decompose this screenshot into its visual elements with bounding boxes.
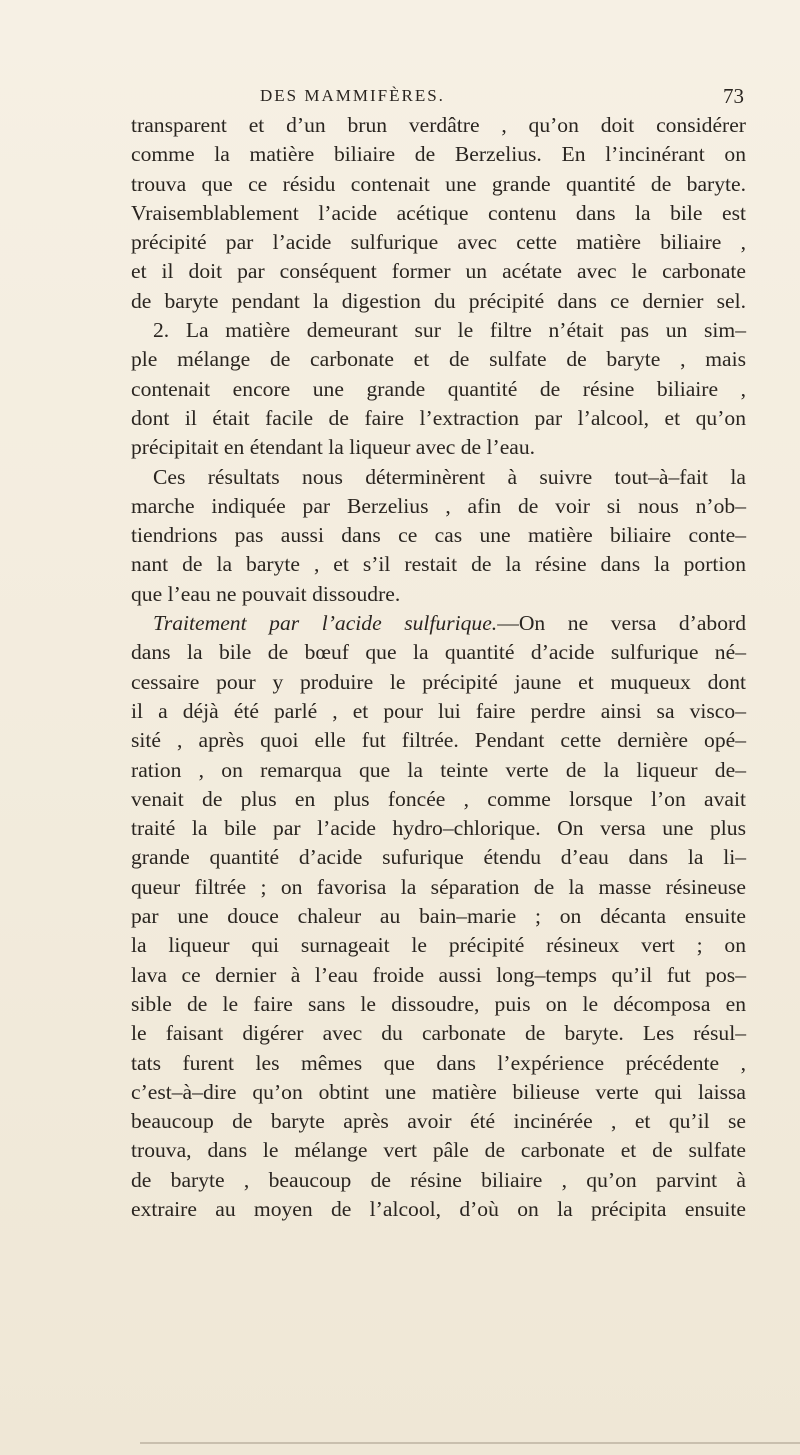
text-line: trouva que ce résidu contenait une grande quantité de baryte. [131, 171, 746, 196]
text-line: le faisant digérer avec du carbonate de baryte. Les résul– [131, 1021, 746, 1046]
text-line: Ces résultats nous déterminèrent à suivre tout–à–fait la [153, 464, 746, 489]
text-line: cessaire pour y produire le précipité jaune et muqueux dont [131, 669, 746, 694]
section-heading-line [131, 609, 746, 638]
text-line: trouva, dans le mélange vert pâle de carbonate et de sulfate [131, 1138, 746, 1163]
text-line: et il doit par conséquent former un acétate avec le carbonate [131, 259, 746, 284]
text-line: c’est–à–dire qu’on obtint une matière bilieuse verte qui laissa [131, 1079, 746, 1104]
text-line: de baryte pendant la digestion du précipité dans ce dernier sel. [131, 288, 746, 313]
text-line: marche indiquée par Berzelius , afin de voir si nous n’ob– [131, 493, 746, 518]
text-line: dans la bile de bœuf que la quantité d’acide sulfurique né– [131, 640, 746, 665]
text-line: ration , on remarqua que la teinte verte de la liqueur de– [131, 757, 746, 782]
text-line: sible de le faire sans le dissoudre, puis on le décomposa en [131, 991, 746, 1016]
text-line: transparent et d’un brun verdâtre , qu’on doit considérer [131, 113, 746, 137]
text-line: traité la bile par l’acide hydro–chlorique. On versa une plus [131, 816, 746, 841]
body-text [131, 111, 800, 1224]
text-line: extraire au moyen de l’alcool, d’où on la précipita ensuite [131, 1196, 746, 1221]
running-title: DES MAMMIFÈRES. [260, 86, 445, 105]
page-edge-rule [140, 1442, 800, 1444]
text-line: que l’eau ne pouvait dissoudre. [131, 581, 401, 606]
italic-heading: Traitement par l’acide sulfurique. [153, 611, 498, 636]
text-line: précipité par l’acide sulfurique avec cette matière biliaire , [131, 230, 746, 255]
text-line: 2. La matière demeurant sur le filtre n’était pas un sim– [153, 318, 746, 343]
text-line: comme la matière biliaire de Berzelius. En l’incinérant on [131, 142, 746, 167]
text-line: ple mélange de carbonate et de sulfate de baryte , mais [131, 347, 746, 372]
text-line: tiendrions pas aussi dans ce cas une matière biliaire conte– [131, 523, 746, 548]
text-line: dont il était facile de faire l’extraction par l’alcool, et qu’on [131, 405, 746, 430]
text-line: contenait encore une grande quantité de résine biliaire , [131, 376, 746, 401]
text-line: Vraisemblablement l’acide acétique contenu dans la bile est [131, 200, 746, 225]
page-number: 73 [723, 84, 744, 108]
text-line: la liqueur qui surnageait le précipité résineux vert ; on [131, 933, 746, 958]
text-line: beaucoup de baryte après avoir été incinérée , et qu’il se [131, 1109, 746, 1134]
text-line: sité , après quoi elle fut filtrée. Pendant cette dernière opé– [131, 728, 746, 753]
text-line: lava ce dernier à l’eau froide aussi long–temps qu’il fut pos– [131, 962, 746, 987]
text-line: grande quantité d’acide sufurique étendu d’eau dans la li– [131, 845, 746, 870]
text-line: de baryte , beaucoup de résine biliaire , qu’on parvint à [131, 1167, 746, 1192]
heading-line-text: —On ne versa d’abord [497, 611, 747, 636]
text-line: par une douce chaleur au bain–marie ; on décanta ensuite [131, 904, 746, 929]
text-line: venait de plus en plus foncée , comme lorsque l’on avait [131, 786, 746, 811]
text-line: il a déjà été parlé , et pour lui faire perdre ainsi sa visco– [131, 698, 746, 723]
text-line: queur filtrée ; on favorisa la séparation de la masse résineuse [131, 874, 746, 899]
text-line: nant de la baryte , et s’il restait de la résine dans la portion [131, 552, 746, 577]
text-line: tats furent les mêmes que dans l’expérience précédente , [131, 1050, 746, 1075]
text-line: précipitait en étendant la liqueur avec de l’eau. [131, 435, 536, 460]
